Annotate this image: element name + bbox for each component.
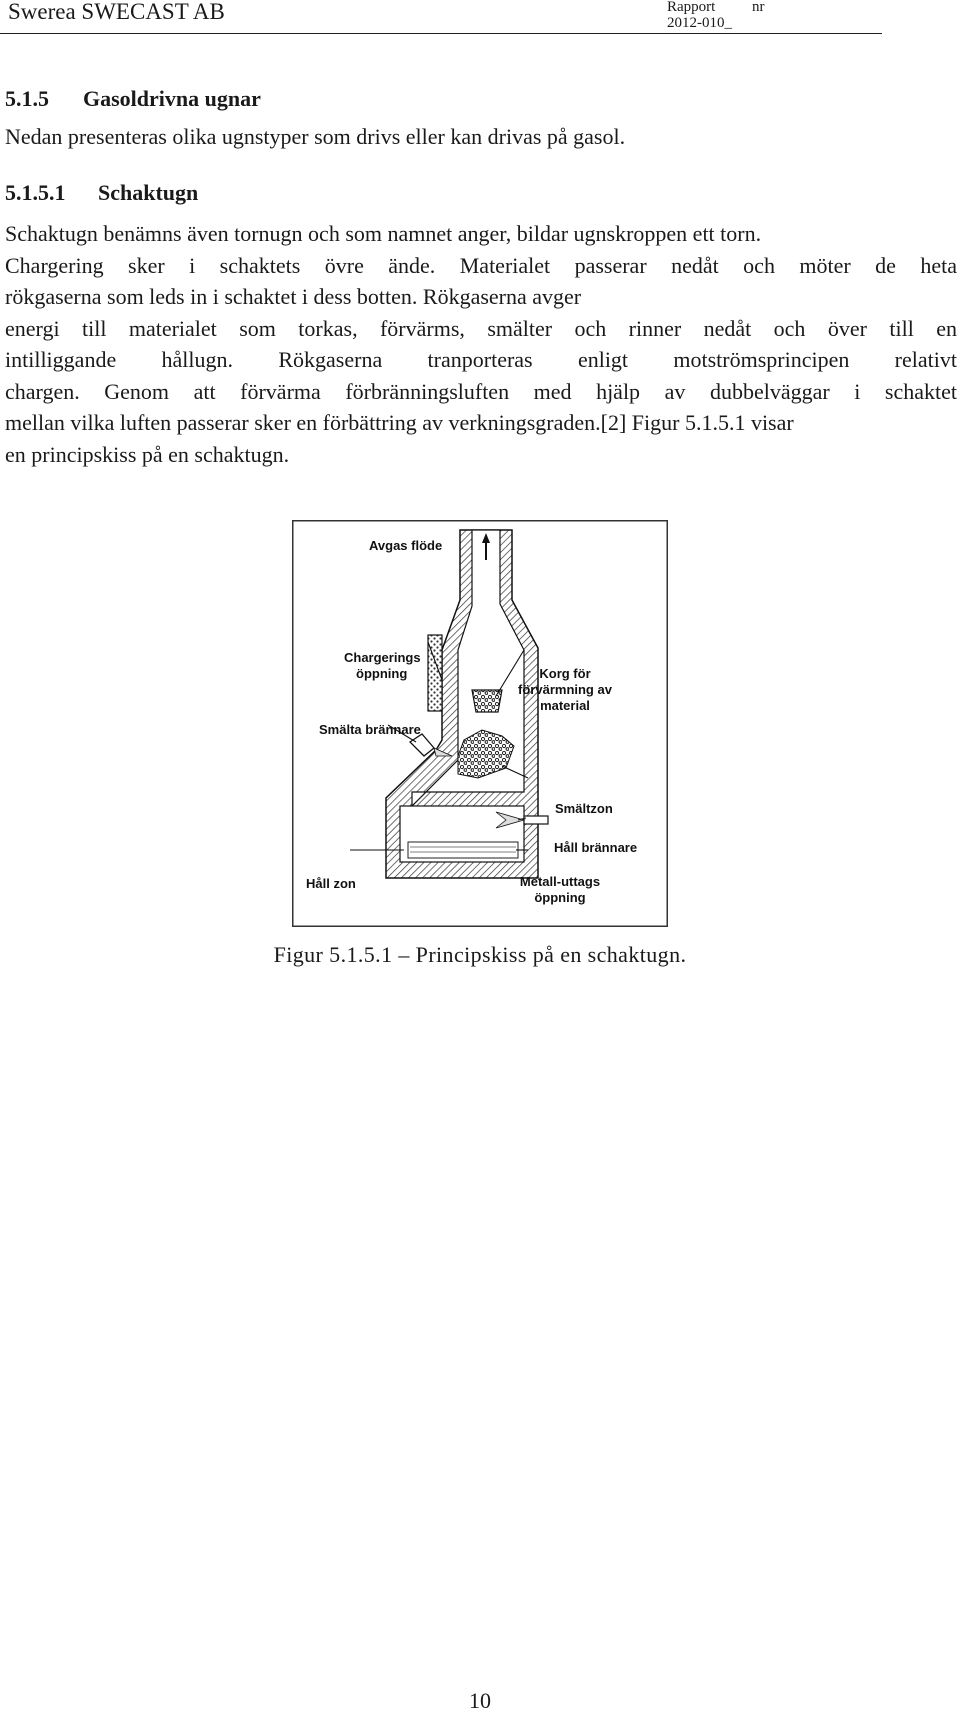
rapport-label: Rapport xyxy=(667,0,716,15)
body-line: rökgaserna som leds in i schaktet i dess botten. Rökgaserna avger xyxy=(5,284,582,309)
company-name: Swerea SWECAST AB xyxy=(8,0,225,24)
section-number: 5.1.5 xyxy=(5,86,49,111)
nr-label: nr xyxy=(752,0,765,15)
subsection-heading xyxy=(5,180,198,206)
subsection-title: Schaktugn xyxy=(98,180,199,205)
label-exhaust-flow: Avgas flöde xyxy=(369,538,443,553)
body-line: Schaktugn benämns även tornugn och som namnet anger, bildar ugnskroppen ett torn. xyxy=(5,221,762,246)
label-melt-zone: Smältzon xyxy=(555,801,613,816)
label-holding-burner: Håll brännare xyxy=(554,840,638,855)
body-line: en principskiss på en schaktugn. xyxy=(5,441,290,467)
shaft-furnace-diagram xyxy=(292,520,668,927)
page-header xyxy=(0,0,882,34)
label-tap-opening-2: öppning xyxy=(534,890,586,905)
body-line: energi till materialet som torkas, förvärms, smälter och rinner nedåt och över till en xyxy=(5,315,957,341)
label-charging-opening-2: öppning xyxy=(356,666,408,681)
body-line: intilliggande hållugn. Rökgaserna tranporteras enligt motströmsprincipen relativt xyxy=(5,347,957,372)
label-holding-zone: Håll zon xyxy=(306,876,356,891)
label-basket-1: Korg för xyxy=(539,666,591,681)
section-heading xyxy=(5,86,261,112)
body-line: mellan vilka luften passerar sker en förbättring av verkningsgraden.[2] Figur 5.1.5.1 visar xyxy=(5,410,794,435)
label-charging-opening-1: Chargerings xyxy=(344,650,421,665)
section-intro: Nedan presenteras olika ugnstyper som drivs eller kan drivas på gasol. xyxy=(5,124,626,149)
holding-burner-icon xyxy=(524,816,548,824)
furnace-figure xyxy=(292,520,668,927)
figure-caption-text: Figur 5.1.5.1 – Principskiss på en schaktugn. xyxy=(273,942,687,967)
body-line: Chargering sker i schaktets övre ände. Materialet passerar nedåt och möter de heta xyxy=(5,252,957,278)
body-paragraph xyxy=(5,218,957,470)
label-basket-3: material xyxy=(540,698,590,713)
page-number: 10 xyxy=(469,1688,491,1713)
figure-caption xyxy=(0,942,960,968)
section-title: Gasoldrivna ugnar xyxy=(83,86,261,111)
body-line: chargen. Genom att förvärma förbränningsluften med hjälp av dubbelväggar i schaktet xyxy=(5,378,957,404)
label-tap-opening-1: Metall-uttags xyxy=(519,874,601,889)
label-melt-burner: Smälta brännare xyxy=(319,722,421,737)
subsection-number: 5.1.5.1 xyxy=(5,180,66,205)
label-basket-2: förvärmning av xyxy=(518,682,612,697)
report-number: 2012-010_ xyxy=(667,15,732,31)
